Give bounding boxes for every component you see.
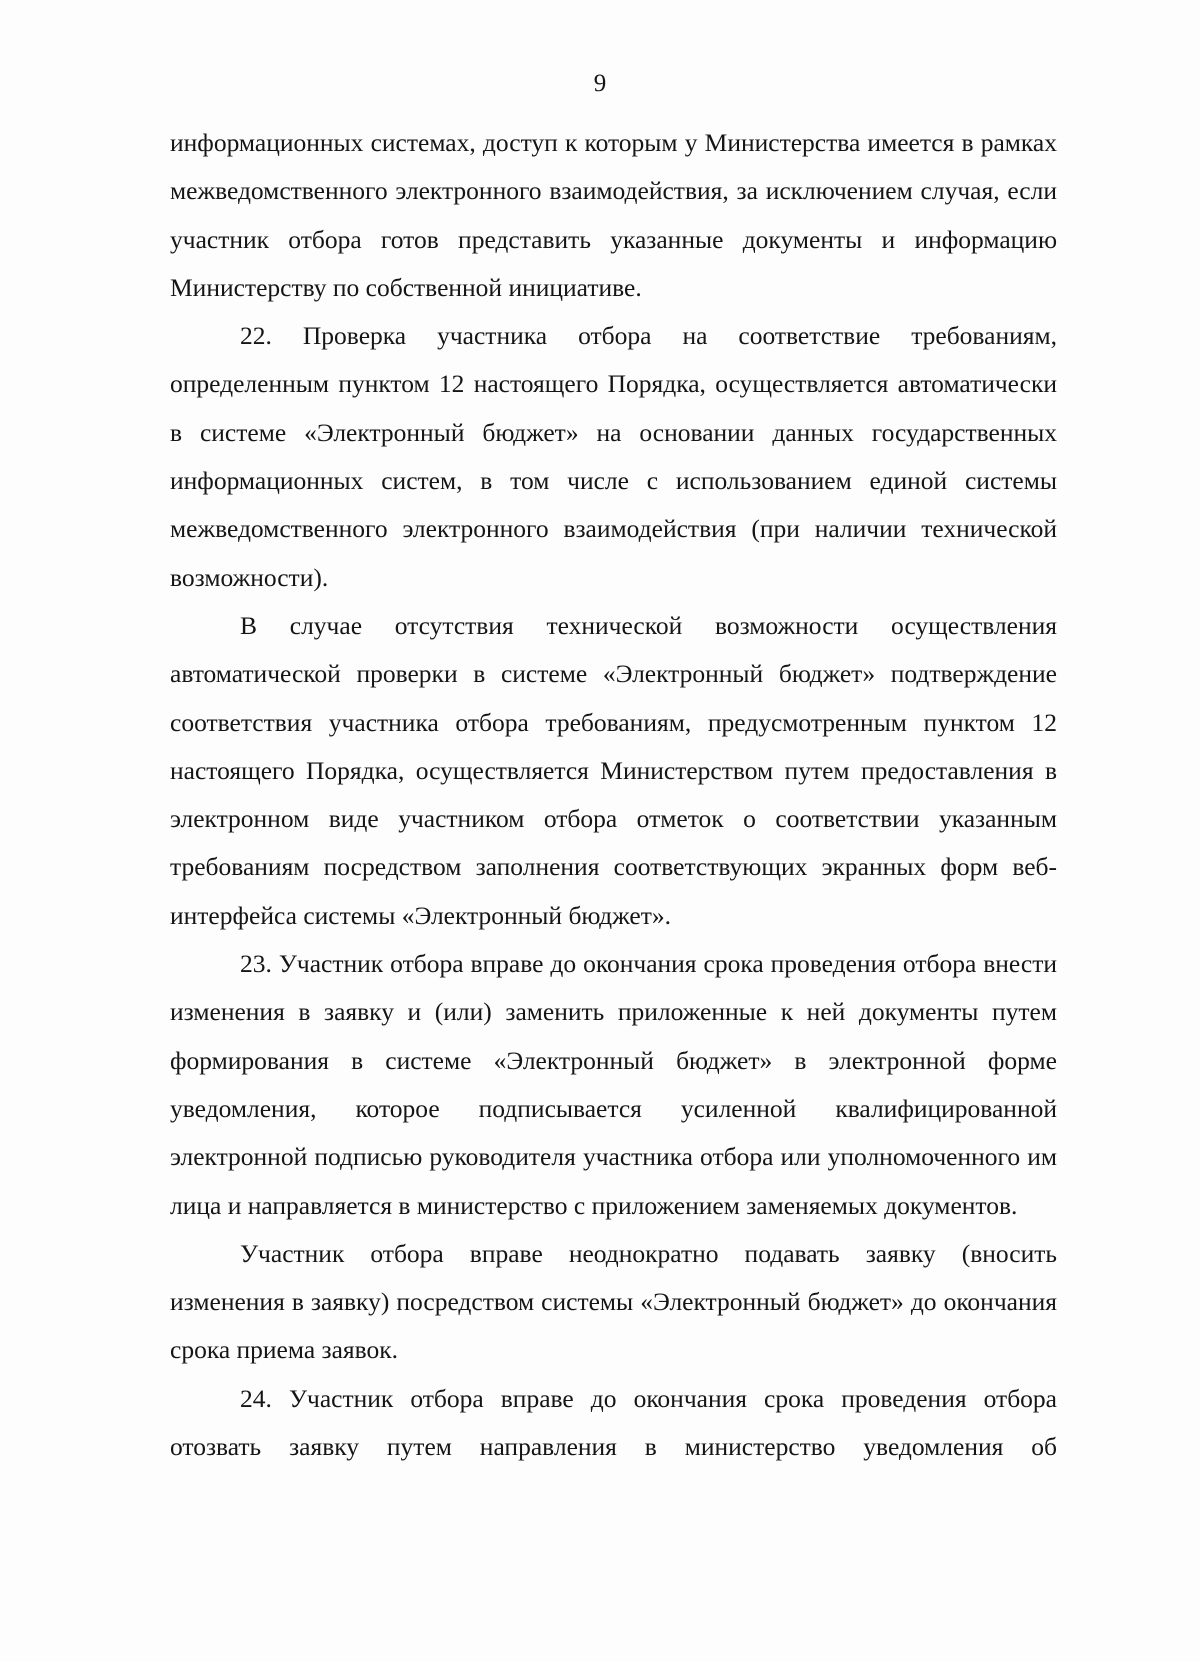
paragraph-item-22: 22. Проверка участника отбора на соответствие требованиям, определенным пунктом 12 настоящего Порядка, осуществляется автоматически в системе «Электронный бюджет» на основании данных государственных информационных систем, в том числе с использованием единой системы межведомственного электронного взаимодействия (при наличии технической возможности). [170, 321, 1057, 592]
paragraph-continuation: информационных системах, доступ к которым у Министерства имеется в рамках межведомственного электронного взаимодействия, за исключением случая, если участник отбора готов представить указанные документы и информацию Министерству по собственной инициативе. [170, 128, 1057, 302]
paragraph-item-23-repeat: Участник отбора вправе неоднократно подавать заявку (вносить изменения в заявку) посредством системы «Электронный бюджет» до окончания срока приема заявок. [170, 1238, 1057, 1365]
document-body [170, 119, 1057, 1471]
paragraph-item-22-case: В случае отсутствия технической возможности осуществления автоматической проверки в системе «Электронный бюджет» подтверждение соответствия участника отбора требованиям, предусмотренным пунктом 12 настоящего Порядка, осуществляется Министерством путем предоставления в электронном виде участником отбора отметок о соответствии указанным требованиям посредством заполнения соответствующих экранных форм веб-интерфейса системы «Электронный бюджет». [170, 610, 1057, 930]
page-number: 9 [593, 70, 607, 97]
paragraph-item-23: 23. Участник отбора вправе до окончания срока проведения отбора внести изменения в заявку и (или) заменить приложенные к ней документы путем формирования в системе «Электронный бюджет» в электронной форме уведомления, которое подписывается усиленной квалифицированной электронной подписью руководителя участника отбора или уполномоченного им лица и направляется в министерство с приложением заменяемых документов. [170, 949, 1057, 1220]
paragraph-item-24: 24. Участник отбора вправе до окончания срока проведения отбора отозвать заявку путем направления в министерство уведомления об [170, 1383, 1057, 1462]
